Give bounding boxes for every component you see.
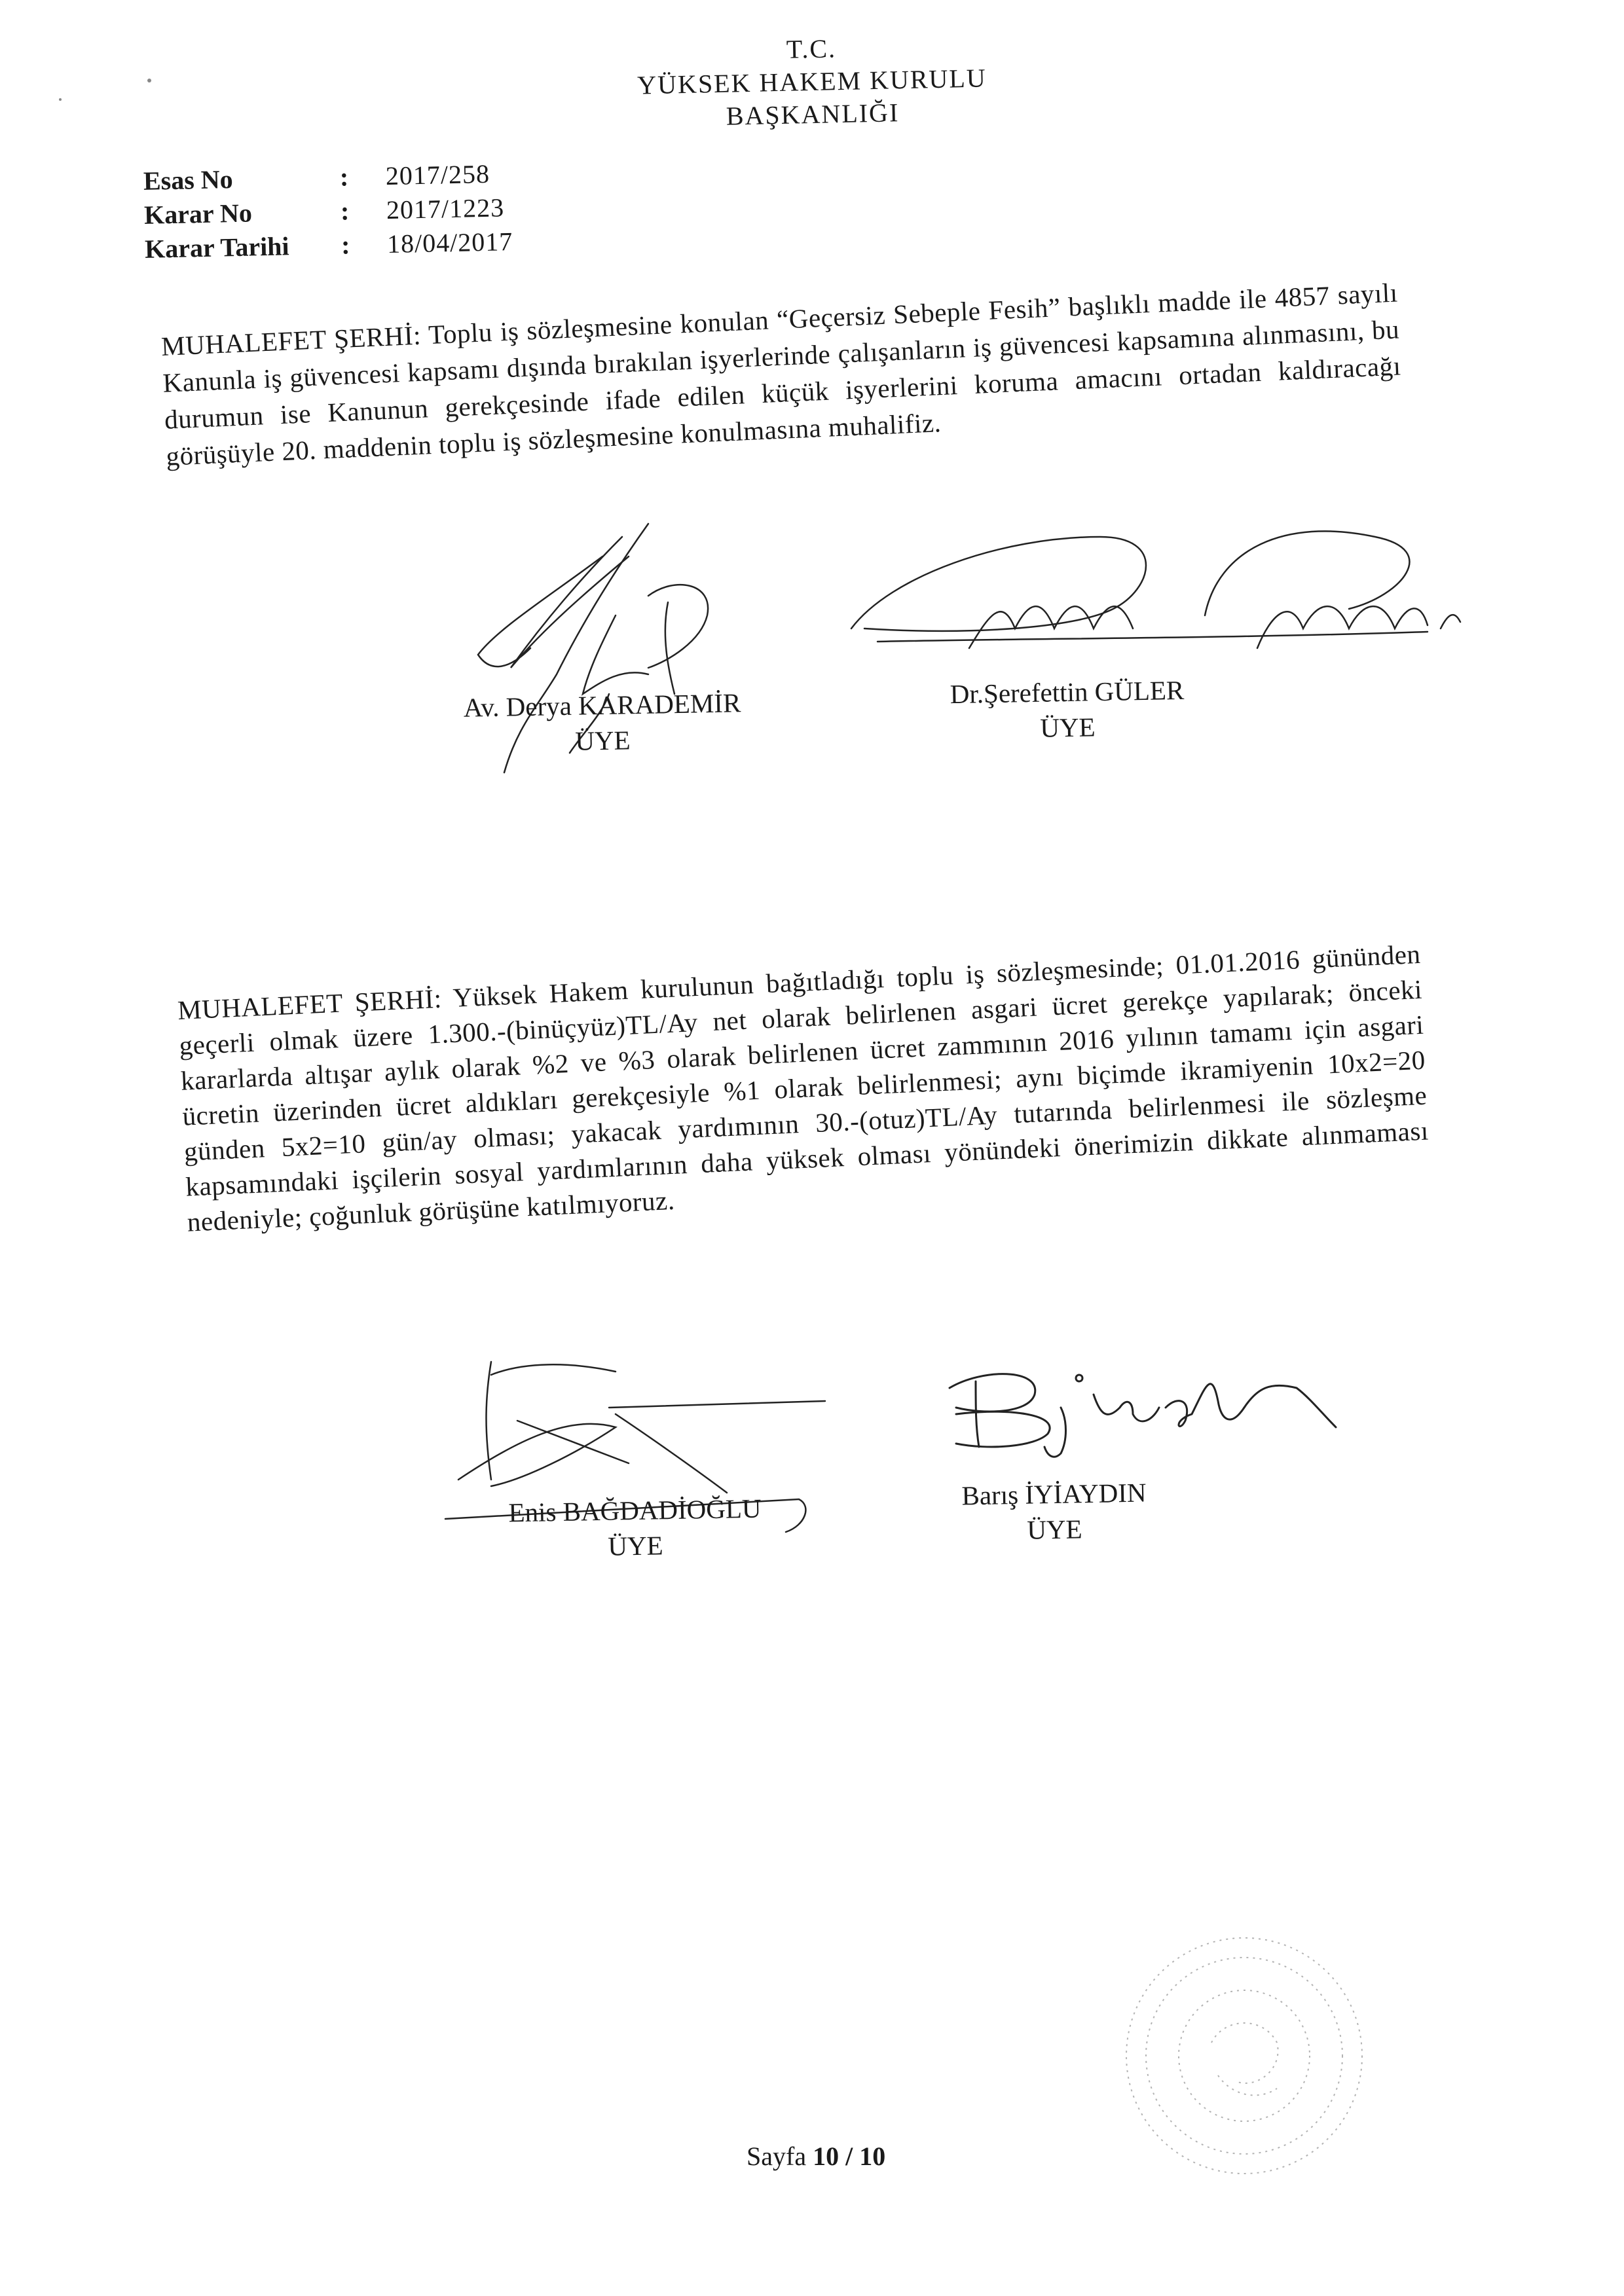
signatory-title: ÜYE (574, 725, 631, 756)
page-number: 10 / 10 (813, 2141, 886, 2171)
decision-date-label: Karar Tarihi (144, 231, 289, 264)
header-institution: YÜKSEK HAKEM KURULU (637, 63, 987, 100)
signatory-name: Barış İYİAYDIN (961, 1477, 1147, 1511)
decision-number-value: 2017/1223 (386, 192, 505, 225)
decision-date-row (145, 225, 513, 266)
signatory-title: ÜYE (607, 1530, 663, 1561)
signature-iyiaydin (930, 1336, 1362, 1467)
signatory-title: ÜYE (1039, 712, 1096, 743)
signatory-name: Dr.Şerefettin GÜLER (950, 674, 1185, 710)
case-number-label: Esas No (143, 164, 234, 196)
decision-number-label: Karar No (143, 198, 253, 230)
signatory-block-4 (890, 1474, 1219, 1550)
signatory-title: ÜYE (1026, 1514, 1082, 1545)
official-stamp (1113, 1918, 1375, 2193)
signatory-block-3 (451, 1489, 819, 1567)
scan-speck (147, 79, 151, 82)
case-metadata (143, 156, 513, 266)
signatory-block-2 (883, 671, 1251, 748)
decision-number-colon: : (340, 196, 350, 226)
header-department: BAŞKANLIĞI (726, 98, 900, 131)
dissent-opinion-2: MUHALEFET ŞERHİ: Yüksek Hakem kurulunun bağıtladığı toplu iş sözleşmesinde; 01.01.2016 gününden geçerli olmak üzere 1.300.-(binüçyüz)TL/Ay net olarak belirlenen asgari ücret gerekçe yapılarak; önceki kararlarda altışar aylık olarak %2 ve %3 olarak belirlenen ücret zammının 2016 yılının tamamı için asgari ücretin üzerinden ücret aldıkları gerekçesiyle %1 olarak belirlenmesi; aynı biçimde ikramiyenin 10x2=20 günden 5x2=10 gün/ay olması; yakacak yardımının 30.-(otuz)TL/Ay tutarında belirlenmesi ile sözleşme kapsamındaki işçilerin sosyal yardımlarının daha yüksek olması yönündeki önerimizin dikkate alınmaması nedeniyle; çoğunluk görüşüne katılmıyoruz. (177, 938, 1430, 1237)
signature-guler (838, 498, 1493, 694)
case-number-value: 2017/258 (385, 158, 490, 191)
case-number-colon: : (339, 162, 349, 192)
institution-header (549, 27, 1075, 137)
signatory-name: Av. Derya KARADEMİR (463, 687, 741, 723)
dissent-opinion-1: MUHALEFET ŞERHİ: Toplu iş sözleşmesine konulan “Geçersiz Sebeple Fesih” başlıklı madde ile 4857 sayılı Kanunla iş güvencesi kapsamı dışında bırakılan işyerlerinde çalışanların iş güvencesi kapsamına alınmasını, bu durumun ise Kanunun gerekçesinde ifade edilen küçük işyerlerini koruma amacını ortadan kaldıracağı görüşüyle 20. maddenin toplu iş sözleşmesine konulmasına muhalifiz. (160, 277, 1402, 471)
header-tc: T.C. (786, 33, 837, 64)
decision-date-value: 18/04/2017 (386, 227, 513, 259)
signatory-block-1 (418, 684, 786, 761)
page-label: Sayfa (747, 2141, 807, 2171)
decision-date-colon: : (341, 230, 350, 260)
scan-speck (59, 98, 62, 101)
page-footer (747, 2141, 885, 2172)
signatory-name: Enis BAĞDADİOĞLU (508, 1493, 762, 1528)
